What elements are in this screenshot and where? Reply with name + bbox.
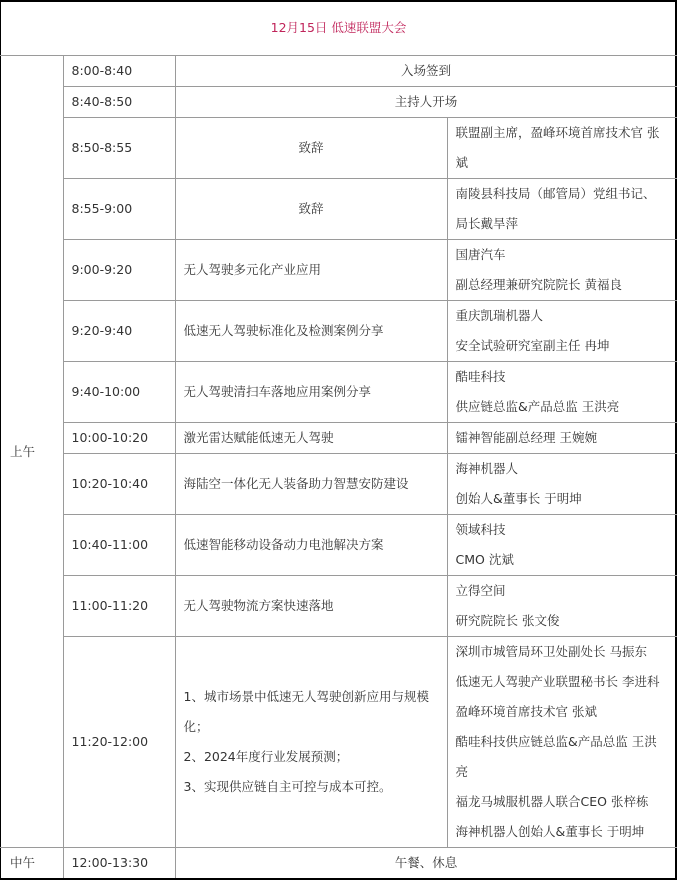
table-row: [0, 301, 677, 362]
title-row: [0, 0, 677, 56]
time-cell: 10:00-10:20: [63, 423, 175, 454]
topic-cell: 海陆空一体化无人装备助力智慧安防建设: [175, 454, 447, 515]
speaker-cell: [447, 637, 677, 848]
speaker-cell: [447, 179, 677, 240]
period-morning: 上午: [0, 56, 63, 848]
table-row: [0, 423, 677, 454]
topic-cell: 无人驾驶多元化产业应用: [175, 240, 447, 301]
table-row: [0, 515, 677, 576]
table-row: [0, 87, 677, 118]
speaker-line: 酷哇科技: [455, 369, 506, 384]
speaker-line: 南陵县科技局（邮管局）党组书记、: [455, 186, 656, 201]
period-noon: 中午: [0, 848, 63, 880]
table-row: [0, 179, 677, 240]
speaker-line: 福龙马城服机器人联合CEO 张梓栋: [455, 794, 649, 809]
speaker-cell: [447, 515, 677, 576]
speaker-cell: [447, 301, 677, 362]
speaker-line: 国唐汽车: [455, 247, 506, 262]
time-cell: 9:00-9:20: [63, 240, 175, 301]
topic-line: 3、实现供应链自主可控与成本可控。: [183, 779, 392, 794]
time-cell: 10:40-11:00: [63, 515, 175, 576]
topic-cell: 入场签到: [175, 56, 677, 87]
topic-cell: 致辞: [175, 179, 447, 240]
time-cell: 9:20-9:40: [63, 301, 175, 362]
table-row: [0, 576, 677, 637]
speaker-cell: [447, 240, 677, 301]
speaker-line: 立得空间: [455, 583, 506, 598]
time-cell: 8:50-8:55: [63, 118, 175, 179]
time-cell: 12:00-13:30: [63, 848, 175, 880]
speaker-line: 海神机器人: [455, 461, 519, 476]
topic-line: 1、城市场景中低速无人驾驶创新应用与规模: [183, 689, 429, 704]
time-cell: 9:40-10:00: [63, 362, 175, 423]
time-cell: 8:00-8:40: [63, 56, 175, 87]
table-row: [0, 454, 677, 515]
speaker-line: 领域科技: [455, 522, 506, 537]
speaker-line: 低速无人驾驶产业联盟秘书长 李进科: [455, 674, 660, 689]
agenda-title: 12月15日 低速联盟大会: [0, 0, 677, 56]
topic-cell: 低速智能移动设备动力电池解决方案: [175, 515, 447, 576]
speaker-line: 研究院院长 张文俊: [455, 613, 560, 628]
speaker-cell: [447, 454, 677, 515]
speaker-line: 酷哇科技供应链总监&产品总监 王洪: [455, 734, 657, 749]
topic-cell: 致辞: [175, 118, 447, 179]
table-row: [0, 637, 677, 848]
speaker-cell: [447, 118, 677, 179]
topic-cell: 无人驾驶物流方案快速落地: [175, 576, 447, 637]
topic-line: 化；: [183, 719, 209, 734]
speaker-line: 亮: [455, 764, 469, 779]
speaker-cell: [447, 362, 677, 423]
speaker-cell: [447, 423, 677, 454]
speaker-line: 局长戴旱萍: [455, 216, 519, 231]
speaker-line: 创始人&董事长 于明坤: [455, 491, 582, 506]
topic-cell: 主持人开场: [175, 87, 677, 118]
topic-cell: 午餐、休息: [175, 848, 677, 880]
table-row: [0, 240, 677, 301]
topic-cell: 激光雷达赋能低速无人驾驶: [175, 423, 447, 454]
speaker-line: 深圳市城管局环卫处副处长 马振东: [455, 644, 647, 659]
table-row: [0, 848, 677, 880]
time-cell: 8:55-9:00: [63, 179, 175, 240]
time-cell: 10:20-10:40: [63, 454, 175, 515]
table-row: [0, 362, 677, 423]
topic-cell: 低速无人驾驶标准化及检测案例分享: [175, 301, 447, 362]
speaker-line: 镭神智能副总经理 王婉婉: [455, 430, 597, 445]
topic-cell: [175, 637, 447, 848]
table-row: [0, 56, 677, 87]
speaker-line: 供应链总监&产品总监 王洪亮: [455, 399, 620, 414]
table-row: [0, 118, 677, 179]
speaker-line: 安全试验研究室副主任 冉坤: [455, 338, 610, 353]
time-cell: 11:20-12:00: [63, 637, 175, 848]
speaker-line: 斌: [455, 155, 469, 170]
speaker-line: 海神机器人创始人&董事长 于明坤: [455, 824, 645, 839]
speaker-line: 重庆凯瑞机器人: [455, 308, 544, 323]
speaker-line: 副总经理兼研究院院长 黄福良: [455, 277, 622, 292]
speaker-cell: [447, 576, 677, 637]
time-cell: 11:00-11:20: [63, 576, 175, 637]
speaker-line: 盈峰环境首席技术官 张斌: [455, 704, 597, 719]
topic-cell: 无人驾驶清扫车落地应用案例分享: [175, 362, 447, 423]
speaker-line: CMO 沈斌: [455, 552, 514, 567]
topic-line: 2、2024年度行业发展预测；: [183, 749, 349, 764]
speaker-line: 联盟副主席，盈峰环境首席技术官 张: [455, 125, 660, 140]
time-cell: 8:40-8:50: [63, 87, 175, 118]
